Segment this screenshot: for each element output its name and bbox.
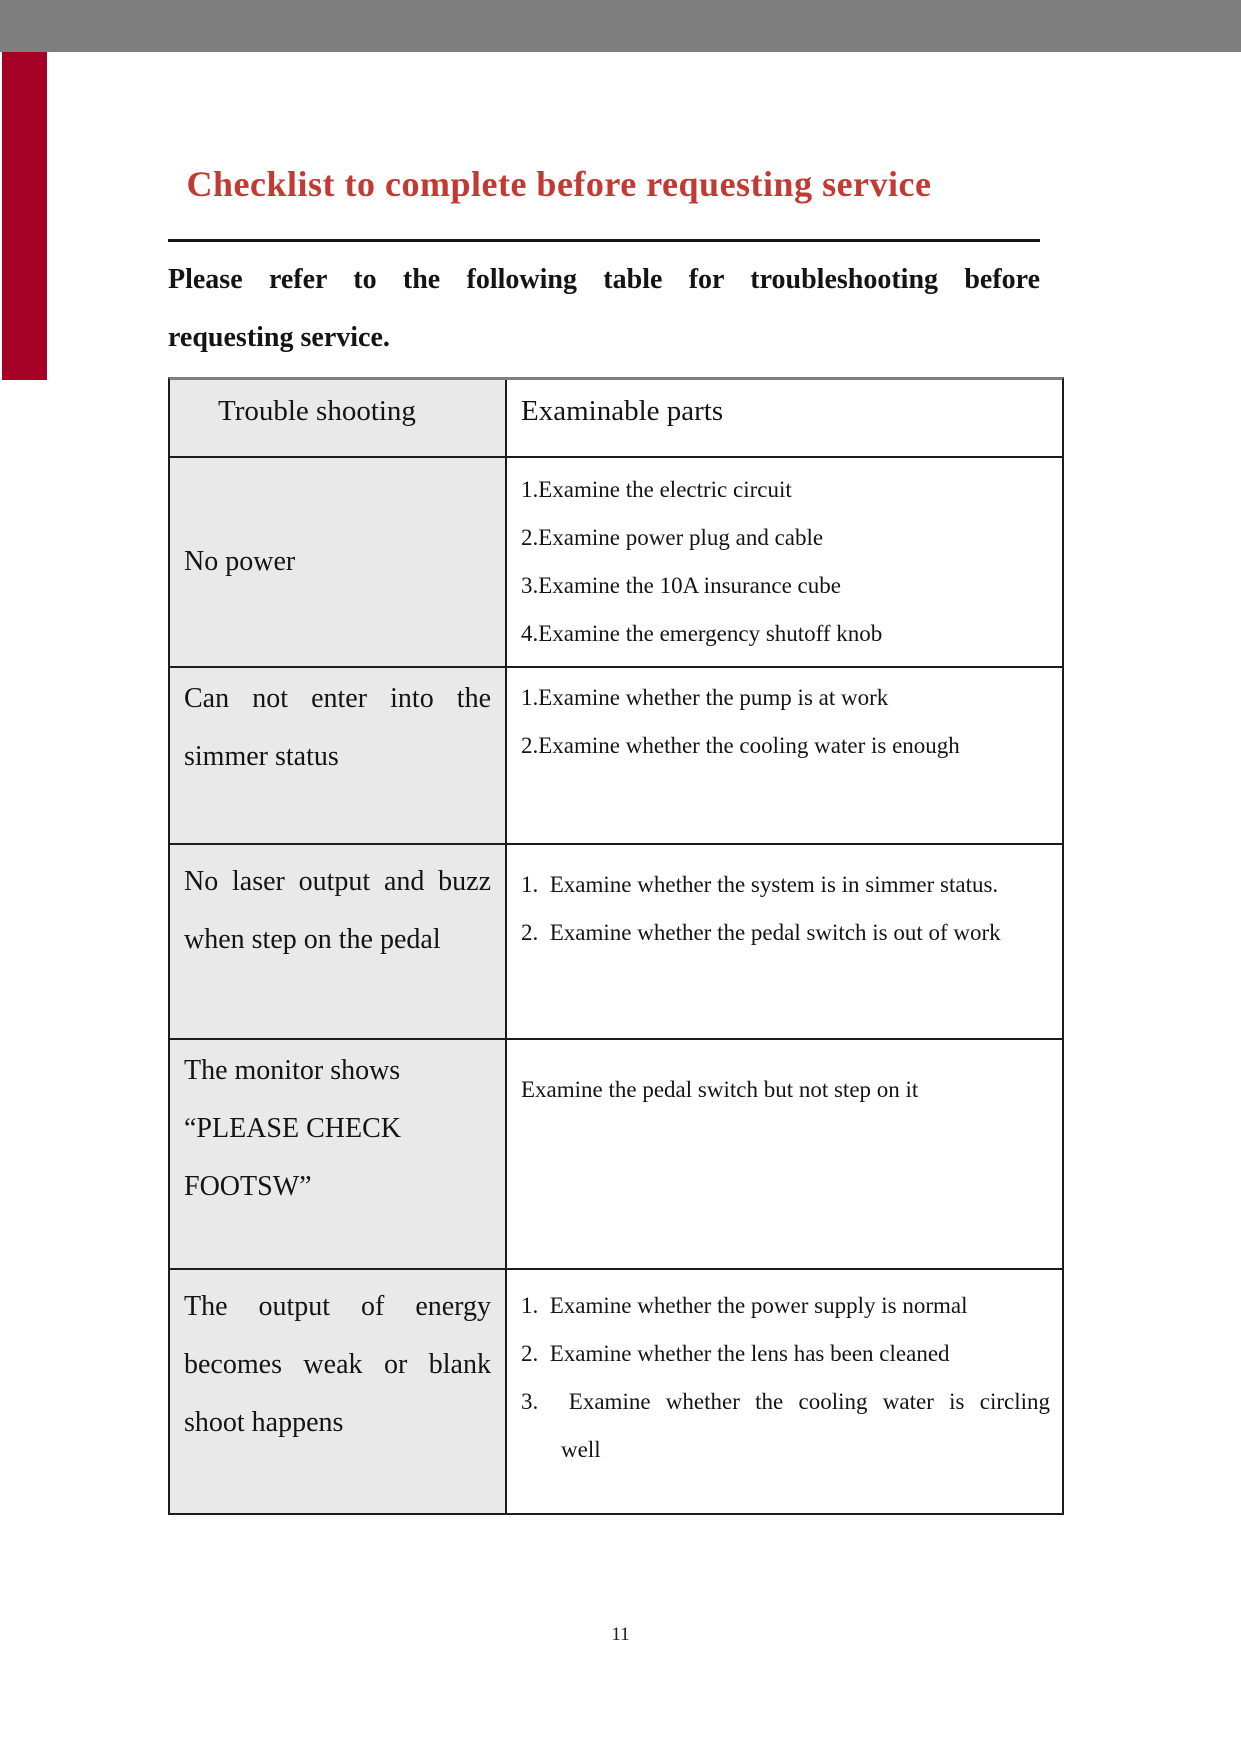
table-row	[170, 1040, 1062, 1270]
parts-line: 2.Examine whether the cooling water is enough	[521, 733, 960, 758]
problem-cell	[170, 845, 507, 1038]
troubleshooting-table	[168, 377, 1064, 1515]
page-title: Checklist to complete before requesting service	[186, 164, 932, 204]
parts-line: 1. Examine whether the power supply is normal	[521, 1293, 968, 1318]
parts-line: 4.Examine the emergency shutoff knob	[521, 621, 883, 646]
parts-line: well	[561, 1437, 601, 1462]
problem-cell	[170, 668, 507, 843]
page-number: 11	[611, 1624, 630, 1645]
intro-line: Please refer to the following table for troubleshooting before	[168, 264, 1040, 295]
table-header-row	[170, 380, 1062, 458]
parts-cell	[507, 845, 1062, 1038]
problem-line: “PLEASE CHECK	[184, 1113, 401, 1144]
parts-cell	[507, 1040, 1062, 1268]
parts-line: 1. Examine whether the system is in simmer status.	[521, 872, 999, 897]
table-row	[170, 1270, 1062, 1513]
parts-cell	[507, 458, 1062, 666]
problem-line: No power	[184, 546, 296, 577]
problem-line: Can not enter into the	[184, 683, 491, 714]
parts-line: Examine the pedal switch but not step on it	[521, 1077, 919, 1102]
parts-cell	[507, 668, 1062, 843]
left-red-accent-bar	[2, 52, 47, 380]
problem-line: when step on the pedal	[184, 924, 441, 955]
parts-line: 3. Examine whether the cooling water is circling	[521, 1389, 1050, 1414]
problem-line: becomes weak or blank	[184, 1349, 491, 1380]
parts-line: 2. Examine whether the lens has been cleaned	[521, 1341, 950, 1366]
top-gray-bar	[0, 0, 1241, 52]
problem-line: The output of energy	[184, 1291, 491, 1322]
problem-line: simmer status	[184, 741, 339, 772]
problem-cell	[170, 1040, 507, 1268]
problem-line: shoot happens	[184, 1407, 344, 1438]
problem-cell	[170, 1270, 507, 1513]
table-row	[170, 845, 1062, 1040]
parts-line: 2.Examine power plug and cable	[521, 525, 824, 550]
problem-cell	[170, 458, 507, 666]
parts-line: 3.Examine the 10A insurance cube	[521, 573, 841, 598]
parts-line: 1.Examine the electric circuit	[521, 477, 792, 502]
parts-cell	[507, 1270, 1062, 1513]
table-row	[170, 458, 1062, 668]
problem-line: FOOTSW”	[184, 1171, 312, 1202]
problem-line: No laser output and buzz	[184, 866, 491, 897]
column-header-troubleshooting: Trouble shooting	[170, 380, 507, 456]
intro-paragraph	[168, 251, 1040, 367]
table-row	[170, 668, 1062, 845]
parts-line: 2. Examine whether the pedal switch is out of work	[521, 920, 1001, 945]
title-underline	[168, 239, 1040, 242]
problem-line: The monitor shows	[184, 1055, 401, 1086]
column-header-examinable-parts: Examinable parts	[521, 395, 724, 427]
intro-line: requesting service.	[168, 322, 390, 353]
parts-line: 1.Examine whether the pump is at work	[521, 685, 889, 710]
